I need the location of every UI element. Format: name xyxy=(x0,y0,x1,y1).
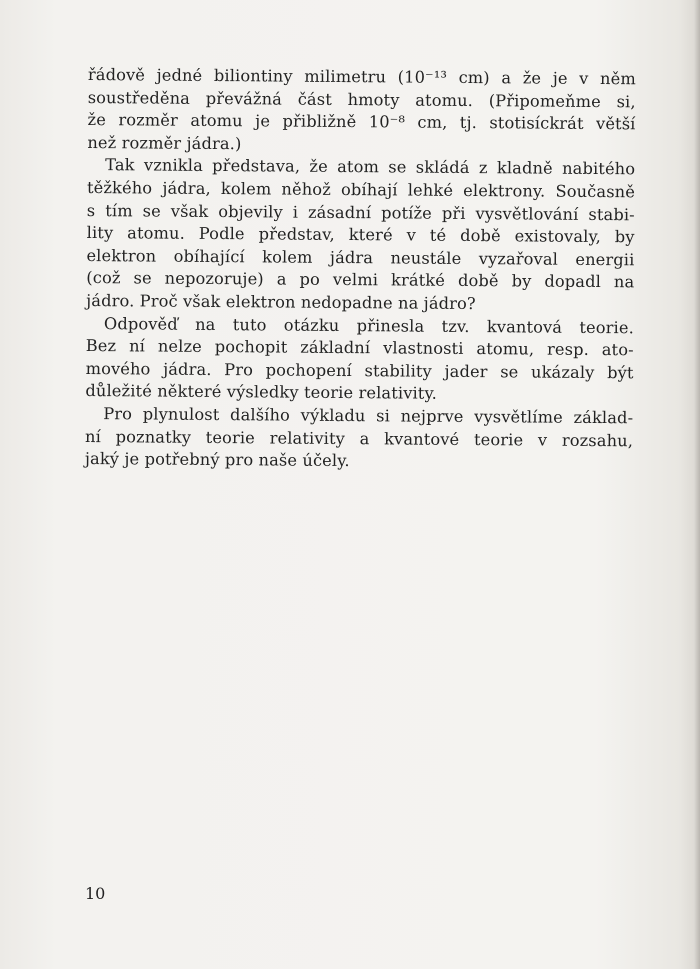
page-edge-shadow xyxy=(694,0,700,969)
text-line: soustředěna převážná část hmoty atomu. (Připomeňme si, xyxy=(87,87,636,111)
text-line: ní poznatky teorie relativity a kvantové teorie v rozsahu, xyxy=(85,426,634,450)
text-line: (což se nepozoruje) a po velmi krátké době by dopadl na xyxy=(86,268,635,292)
paragraph-4 xyxy=(85,403,634,475)
text-line: těžkého jádra, kolem něhož obíhají lehké elektrony. Současně xyxy=(86,177,636,202)
text-line: Pro plynulost dalšího výkladu si nejprve vysvětlíme základ- xyxy=(103,404,634,428)
text-line: řádově jedné biliontiny milimetru (10⁻¹³ cm) a že je v něm xyxy=(87,64,636,89)
body-text xyxy=(85,64,636,475)
paragraph-3 xyxy=(85,313,634,408)
text-line: Tak vznikla představa, že atom se skládá z kladně nabitého xyxy=(105,155,636,179)
text-line: mového jádra. Pro pochopení stability jader se ukázaly být xyxy=(85,358,634,383)
paragraph-2 xyxy=(86,154,635,316)
text-line: Odpověď na tuto otázku přinesla tzv. kvantová teorie. xyxy=(103,313,635,337)
text-line: důležité některé výsledky teorie relativity. xyxy=(85,381,438,404)
text-line: jádro. Proč však elektron nedopadne na jádro? xyxy=(86,290,476,313)
text-line: jaký je potřebný pro naše účely. xyxy=(84,449,350,471)
paragraph-1 xyxy=(87,64,636,159)
text-line: s tím se však objevily i zásadní potíže při vysvětlování stabi- xyxy=(86,200,635,224)
text-line: elektron obíhající kolem jádra neustále vyzařoval energii xyxy=(86,245,635,270)
text-line: lity atomu. Podle představ, které v té době existovaly, by xyxy=(86,223,635,247)
text-line: než rozměr jádra.) xyxy=(87,132,242,153)
text-line: že rozměr atomu je přibližně 10⁻⁸ cm, tj. stotisíckrát větší xyxy=(87,110,636,134)
page-number: 10 xyxy=(85,884,106,903)
text-line: Bez ní nelze pochopit základní vlastnosti atomu, resp. ato- xyxy=(85,336,634,360)
